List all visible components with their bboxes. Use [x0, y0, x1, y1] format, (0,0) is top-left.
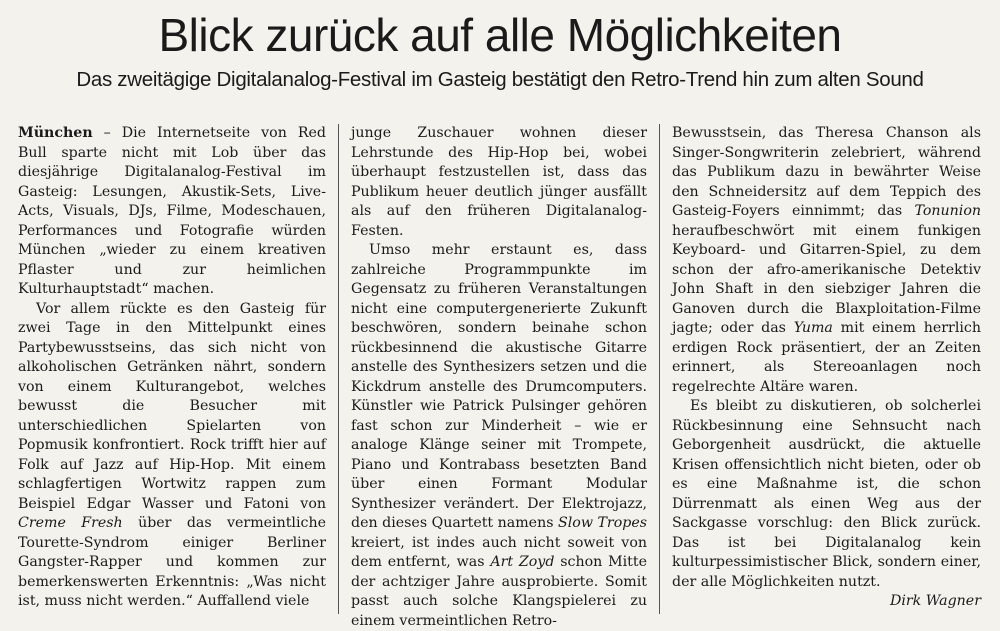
text-run: Vor allem rückte es den Gasteig für zwei Tage in den Mittelpunkt eines Partybewusstseins, das sich nicht von alkoholischen Getränken nährt, sondern von einem Kulturangebot, welches bewusst die Besucher mit unterschiedlichen Spielarten von Popmusik konfrontiert. Rock trifft hier auf Folk auf Jazz auf Hip-Hop. Mit einem schlagfertigen Wortwitz rappen zum Beispiel Edgar Wasser und Fatoni von: [18, 300, 326, 512]
text-run: – Die Internetseite von Red Bull sparte nicht mit Lob über das diesjährige Digitalanalog-Festival im Gasteig: Lesungen, Akustik-Sets, Live-Acts, Visuals, DJs, Filme, Modeschauen, Performances und Fotografie würden München „wieder zu einem kreativen Pflaster und zur heimlichen Kulturhauptstadt“ machen.: [18, 125, 326, 297]
article-subheadline: Das zweitägige Digitalanalog-Festival im Gasteig bestätigt den Retro-Trend hin zum alten Sound: [76, 68, 924, 91]
text-column-1: [18, 124, 339, 614]
text-run: schon Mitte der achtziger Jahre ausprobierte. Somit passt auch solche Klangspielerei zu einem vermeintlichen Retro-: [351, 554, 647, 629]
text-run: heraufbeschwört mit einem funkigen Keyboard- und Gitarren-Spiel, zu dem schon der afro-amerikanische Detektiv John Shaft in den siebziger Jahren die Ganoven durch die Blaxploitation-Filme jagte; oder das: [672, 222, 981, 336]
text-run: Bewusstsein, das Theresa Chanson als Singer-Songwriterin zelebriert, während das Publikum dazu in bewährter Weise den Schneidersitz auf dem Teppich des Gasteig-Foyers einnimmt; das: [672, 125, 981, 219]
text-run: über das vermeintliche Tourette-Syndrom einiger Berliner Gangster-Rapper und kommen zur bemerkenswerten Erkenntnis: „Was nicht ist, muss nicht werden.“ Auffallend viele: [18, 515, 326, 609]
text-run: mit einem herrlich erdigen Rock präsentiert, der an Zeiten erinnert, als Stereoanlagen noch regelrechte Altäre waren.: [672, 320, 981, 395]
italic-name: Art Zoyd: [490, 554, 555, 570]
text-column-3: [660, 124, 981, 614]
article-body: [18, 124, 982, 629]
text-run: Es bleibt zu diskutieren, ob solcherlei Rückbesinnung eine Sehnsucht nach Geborgenheit ausdrückt, die aktuelle Krisen offensichtlich nicht bieten, oder ob es eine Maßnahme ist, die schon Dürrenmatt als einen Weg aus der Sackgasse vorschlug: den Blick zurück. Das ist bei Digitalanalog kein kulturpessimistischer Blick, sondern einer, der alle Möglichkeiten nutzt.: [672, 398, 981, 590]
text-run: Umso mehr erstaunt es, dass zahlreiche Programmpunkte im Gegensatz zu früheren Veranstaltungen nicht eine computergenerierte Zukunft beschwören, sondern beinahe schon rückbesinnend die akustische Gitarre anstelle des Synthesizers setzen und die Kickdrum anstelle des Drumcomputers. Künstler wie Patrick Pulsinger gehören fast schon zur Minderheit – wie er analoge Klänge seiner mit Trompete, Piano und Kontrabass besetzten Band über einen Formant Modular Synthesizer verändert. Der Elektrojazz, den dieses Quartett namens: [351, 242, 647, 531]
text-run: junge Zuschauer wohnen dieser Lehrstunde des Hip-Hop bei, wobei überhaupt festzustellen ist, dass das Publikum heuer deutlich jünger ausfällt als auf den früheren Digitalanalog-Festen.: [351, 125, 647, 239]
paragraph: [672, 124, 981, 397]
paragraph: [18, 300, 326, 612]
paragraph: [351, 241, 647, 631]
paragraph: [18, 124, 326, 300]
text-column-2: [339, 124, 660, 629]
article-headline: Blick zurück auf alle Möglichkeiten: [158, 9, 842, 61]
italic-name: Tonunion: [914, 203, 981, 219]
italic-name: Creme Fresh: [18, 515, 123, 531]
paragraph: [672, 397, 981, 592]
text-run: kreiert, ist indes auch nicht soweit von dem entfernt, was: [351, 534, 647, 570]
dateline: München: [18, 125, 93, 141]
paragraph: [351, 124, 647, 241]
italic-name: Slow Tropes: [558, 515, 648, 531]
italic-name: Yuma: [793, 320, 833, 336]
author-byline: Dirk Wagner: [889, 593, 981, 609]
